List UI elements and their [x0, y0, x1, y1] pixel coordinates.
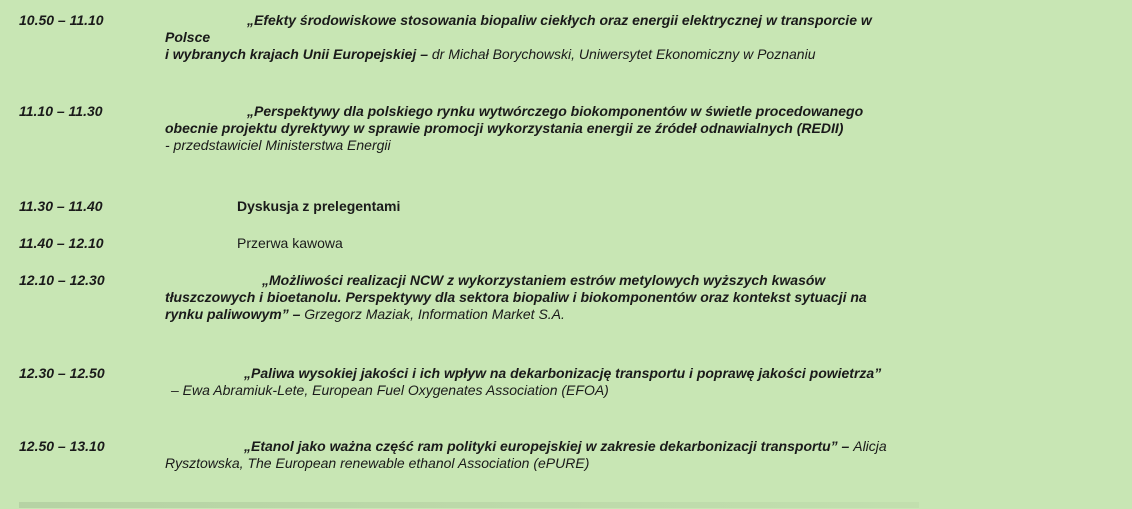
agenda-time: 11.40 – 12.10 — [19, 235, 104, 251]
session-title: Dyskusja z prelegentami — [237, 198, 401, 214]
talk-title: „Etanol jako ważna część ram polityki europejskiej w zakresie dekarbonizacji transportu” – — [244, 438, 850, 454]
agenda-content — [165, 365, 1120, 399]
agenda-content — [165, 12, 1120, 63]
talk-title: „Możliwości realizacji NCW z wykorzystaniem estrów metylowych wyższych kwasów — [262, 272, 826, 288]
talk-title: obecnie projektu dyrektywy w sprawie promocji wykorzystania energii ze źródeł odnawialnych (REDII) — [165, 120, 844, 136]
talk-title: tłuszczowych i bioetanolu. Perspektywy dla sektora biopaliw i biokomponentów oraz kontekst sytuacji na — [165, 289, 867, 305]
speaker: Alicja — [853, 438, 887, 454]
agenda-content — [165, 103, 1120, 154]
cut-off-next-line — [19, 502, 919, 508]
session-title: Przerwa kawowa — [237, 235, 343, 251]
agenda-content — [165, 235, 1120, 252]
agenda-time: 11.10 – 11.30 — [19, 103, 103, 119]
speaker: - przedstawiciel Ministerstwa Energii — [165, 137, 391, 153]
talk-title: „Paliwa wysokiej jakości i ich wpływ na dekarbonizację transportu i poprawę jakości powietrza” — [244, 365, 882, 381]
agenda-time: 12.50 – 13.10 — [19, 438, 105, 454]
speaker: dr Michał Borychowski, Uniwersytet Ekonomiczny w Poznaniu — [431, 46, 816, 62]
agenda-content — [165, 438, 1120, 472]
agenda-time: 10.50 – 11.10 — [19, 12, 104, 28]
talk-title: rynku paliwowym” – — [165, 306, 301, 322]
talk-title: i wybranych krajach Unii Europejskiej – — [165, 46, 428, 62]
agenda-time: 12.10 – 12.30 — [19, 272, 105, 288]
talk-title: „Efekty środowiskowe stosowania biopaliw ciekłych oraz energii elektrycznej w transporcie w — [247, 12, 872, 28]
agenda-content — [165, 198, 1120, 215]
speaker: Rysztowska, The European renewable ethanol Association (ePURE) — [165, 455, 590, 471]
agenda-time: 12.30 – 12.50 — [19, 365, 105, 381]
speaker: Grzegorz Maziak, Information Market S.A. — [304, 306, 565, 322]
speaker: – Ewa Abramiuk-Lete, European Fuel Oxygenates Association (EFOA) — [171, 382, 609, 398]
talk-title: Polsce — [165, 29, 211, 45]
agenda-content — [165, 272, 1120, 323]
agenda-time: 11.30 – 11.40 — [19, 198, 103, 214]
talk-title: „Perspektywy dla polskiego rynku wytwórczego biokomponentów w świetle procedowanego — [247, 103, 864, 119]
